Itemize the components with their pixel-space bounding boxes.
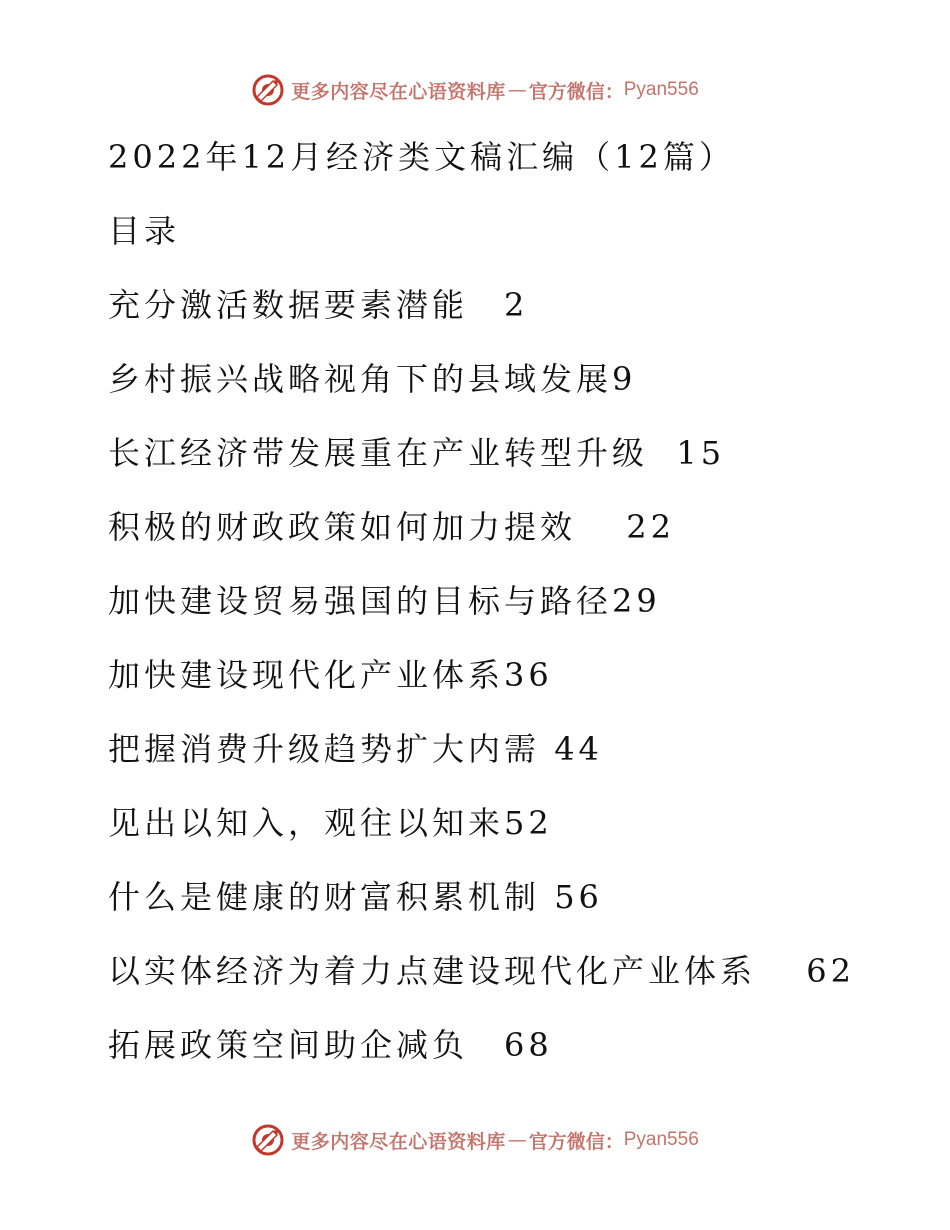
watermark-wechat-label: 官方微信： (528, 80, 624, 103)
watermark-banner-top (0, 70, 950, 110)
toc-entry-page-number: 22 (626, 508, 675, 546)
toc-entry-title: 加快建设现代化产业体系 (108, 656, 505, 694)
toc-entry-page-number: 44 (554, 730, 603, 768)
toc-heading: 目录 (108, 212, 181, 250)
document-title: 2022年12月经济类文稿汇编（12篇） (108, 138, 735, 176)
watermark-wechat-id: Pyan556 (623, 79, 699, 100)
toc-entry[interactable] (108, 712, 908, 786)
toc-list (108, 268, 908, 1082)
watermark-wechat-label: 官方微信： (528, 1130, 624, 1153)
document-body (108, 120, 908, 1082)
toc-entry-page-number: 52 (504, 804, 553, 842)
toc-entry[interactable] (108, 638, 908, 712)
toc-entry[interactable] (108, 342, 908, 416)
watermark-dash: — (507, 79, 527, 101)
toc-entry-gap (540, 730, 554, 768)
toc-entry-title: 拓展政策空间助企减负 (108, 1026, 469, 1064)
toc-entry-gap (540, 878, 554, 916)
toc-entry[interactable] (108, 860, 908, 934)
toc-entry-page-number: 29 (612, 582, 661, 620)
toc-entry[interactable] (108, 268, 908, 342)
toc-entry[interactable] (108, 564, 908, 638)
brand-logo-icon (251, 73, 285, 107)
toc-entry-page-number: 2 (504, 286, 529, 324)
toc-entry[interactable] (108, 490, 908, 564)
toc-entry-title: 乡村振兴战略视角下的县域发展 (108, 360, 613, 398)
toc-entry-title: 加快建设贸易强国的目标与路径 (108, 582, 613, 620)
toc-entry-title: 什么是健康的财富积累机制 (108, 878, 541, 916)
toc-entry-title: 把握消费升级趋势扩大内需 (108, 730, 541, 768)
toc-entry-title: 以实体经济为着力点建设现代化产业体系 (108, 952, 757, 990)
toc-entry[interactable] (108, 416, 908, 490)
toc-entry-gap (648, 434, 676, 472)
toc-entry[interactable] (108, 1008, 908, 1082)
toc-entry[interactable] (108, 786, 908, 860)
toc-entry-page-number: 15 (676, 434, 726, 472)
watermark-banner-bottom (0, 1120, 950, 1160)
toc-entry-page-number: 62 (806, 952, 855, 990)
toc-entry[interactable] (108, 934, 908, 1008)
watermark-dash: — (507, 1129, 527, 1151)
toc-entry-gap (468, 286, 504, 324)
toc-entry-gap (468, 1026, 504, 1064)
brand-logo-icon (251, 1123, 285, 1157)
toc-entry-title: 见出以知入，观往以知来 (108, 804, 505, 842)
toc-entry-page-number: 56 (554, 878, 603, 916)
toc-entry-title: 充分激活数据要素潜能 (108, 286, 469, 324)
watermark-wechat-id: Pyan556 (623, 1129, 699, 1150)
toc-entry-page-number: 9 (612, 360, 637, 398)
toc-entry-page-number: 68 (504, 1026, 553, 1064)
toc-entry-title: 积极的财政政策如何加力提效 (108, 508, 577, 546)
toc-entry-title: 长江经济带发展重在产业转型升级 (108, 434, 649, 472)
watermark-brand-text: 更多内容尽在心语资料库 (291, 1130, 506, 1153)
toc-entry-gap (576, 508, 626, 546)
toc-entry-page-number: 36 (504, 656, 553, 694)
toc-entry-gap (756, 952, 806, 990)
watermark-brand-text: 更多内容尽在心语资料库 (291, 80, 506, 103)
